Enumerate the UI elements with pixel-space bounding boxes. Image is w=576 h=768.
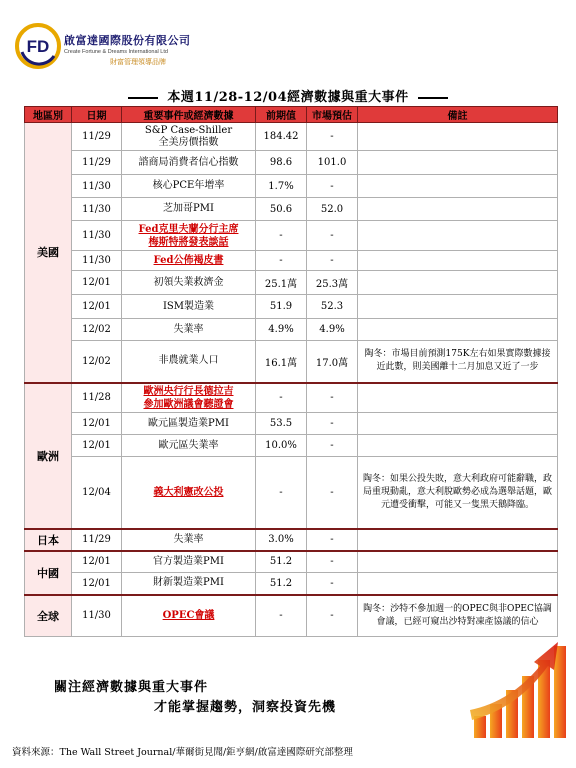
event-cell-highlight <box>122 383 256 413</box>
event-cell-highlight <box>122 221 256 251</box>
event-line: 歐洲央行行長德拉吉 <box>143 385 234 397</box>
previous-cell: - <box>256 221 307 251</box>
forecast-cell: 25.3萬 <box>307 271 358 295</box>
forecast-cell: - <box>307 251 358 271</box>
date-cell: 11/30 <box>72 198 122 221</box>
table-row <box>25 151 558 175</box>
previous-cell: 51.2 <box>256 551 307 573</box>
table-row <box>25 198 558 221</box>
region-cell-global: 全球 <box>25 595 72 637</box>
event-line: 梅斯特將發表談話 <box>148 236 229 248</box>
region-cell-china: 中國 <box>25 551 72 595</box>
previous-cell: - <box>256 457 307 529</box>
col-header-region: 地區別 <box>25 107 72 123</box>
col-header-forecast: 市場預估 <box>307 107 358 123</box>
forecast-cell: 101.0 <box>307 151 358 175</box>
forecast-cell: - <box>307 383 358 413</box>
note-cell <box>358 271 558 295</box>
event-line: S&P Case-Shiller <box>144 124 233 136</box>
region-cell-us: 美國 <box>25 123 72 383</box>
forecast-cell: 4.9% <box>307 319 358 341</box>
date-cell: 11/30 <box>72 251 122 271</box>
date-cell: 12/02 <box>72 319 122 341</box>
forecast-cell: - <box>307 221 358 251</box>
company-logo <box>14 22 214 72</box>
note-cell <box>358 319 558 341</box>
slogan-line-2: 才能掌握趨勢，洞察投資先機 <box>154 700 337 715</box>
event-cell: 非農就業人口 <box>122 341 256 383</box>
events-table <box>24 106 558 637</box>
event-cell: 初領失業救濟金 <box>122 271 256 295</box>
previous-cell: 184.42 <box>256 123 307 151</box>
forecast-cell: - <box>307 123 358 151</box>
note-cell: 陶冬：市場目前預測175K左右如果實際數據接近此數，則美國離十二月加息又近了一步 <box>358 341 558 383</box>
date-cell: 12/01 <box>72 573 122 595</box>
date-cell: 12/04 <box>72 457 122 529</box>
region-cell-japan: 日本 <box>25 529 72 551</box>
forecast-cell: 52.3 <box>307 295 358 319</box>
forecast-cell: - <box>307 529 358 551</box>
date-cell: 12/02 <box>72 341 122 383</box>
previous-cell: 50.6 <box>256 198 307 221</box>
previous-cell: 4.9% <box>256 319 307 341</box>
table-row <box>25 251 558 271</box>
event-cell-highlight: Fed公佈褐皮書 <box>122 251 256 271</box>
note-cell <box>358 551 558 573</box>
note-cell: 陶冬：沙特不參加週一的OPEC與非OPEC協調會議，已經可窺出沙特對凍產協議的信心 <box>358 595 558 637</box>
forecast-cell: - <box>307 573 358 595</box>
col-header-previous: 前期值 <box>256 107 307 123</box>
table-row <box>25 435 558 457</box>
note-cell <box>358 413 558 435</box>
forecast-cell: - <box>307 595 358 637</box>
date-cell: 12/01 <box>72 413 122 435</box>
forecast-cell: - <box>307 175 358 198</box>
event-cell: 歐元區失業率 <box>122 435 256 457</box>
table-row <box>25 413 558 435</box>
event-cell-highlight: OPEC會議 <box>122 595 256 637</box>
previous-cell: 98.6 <box>256 151 307 175</box>
event-cell: 核心PCE年增率 <box>122 175 256 198</box>
source-note: 資料來源：The Wall Street Journal/華爾街見聞/鉅亨網/啟富達國際研究部整理 <box>12 747 353 758</box>
date-cell: 11/30 <box>72 221 122 251</box>
note-cell <box>358 573 558 595</box>
table-row <box>25 573 558 595</box>
previous-cell: 51.9 <box>256 295 307 319</box>
forecast-cell: 52.0 <box>307 198 358 221</box>
table-row <box>25 175 558 198</box>
col-header-date: 日期 <box>72 107 122 123</box>
forecast-cell: - <box>307 413 358 435</box>
event-cell: 失業率 <box>122 529 256 551</box>
company-name-en: Create Fortune & Dreams International Ltd <box>64 49 168 55</box>
note-cell <box>358 383 558 413</box>
previous-cell: 3.0% <box>256 529 307 551</box>
note-cell <box>358 198 558 221</box>
date-cell: 12/01 <box>72 435 122 457</box>
table-row <box>25 271 558 295</box>
date-cell: 12/01 <box>72 271 122 295</box>
table-row <box>25 383 558 413</box>
table-row <box>25 123 558 151</box>
event-cell: 官方製造業PMI <box>122 551 256 573</box>
forecast-cell: - <box>307 551 358 573</box>
previous-cell: 10.0% <box>256 435 307 457</box>
title-left-rule <box>128 97 158 99</box>
date-cell: 11/29 <box>72 123 122 151</box>
forecast-cell: - <box>307 435 358 457</box>
event-cell: 失業率 <box>122 319 256 341</box>
previous-cell: - <box>256 383 307 413</box>
note-cell <box>358 529 558 551</box>
note-cell <box>358 435 558 457</box>
slogan-line-1: 關注經濟數據與重大事件 <box>54 680 209 695</box>
date-cell: 11/30 <box>72 595 122 637</box>
event-cell: 財新製造業PMI <box>122 573 256 595</box>
table-row <box>25 319 558 341</box>
previous-cell: 25.1萬 <box>256 271 307 295</box>
date-cell: 12/01 <box>72 295 122 319</box>
note-cell <box>358 123 558 151</box>
region-cell-europe: 歐洲 <box>25 383 72 529</box>
previous-cell: - <box>256 251 307 271</box>
date-cell: 11/28 <box>72 383 122 413</box>
table-row <box>25 595 558 637</box>
col-header-event: 重要事件或經濟數據 <box>122 107 256 123</box>
brand-tagline: 財富管理領導品牌 <box>110 58 166 66</box>
rising-bars-icon <box>470 632 570 740</box>
event-cell-highlight: 義大利憲改公投 <box>122 457 256 529</box>
event-cell: 芝加哥PMI <box>122 198 256 221</box>
table-row <box>25 341 558 383</box>
previous-cell: 1.7% <box>256 175 307 198</box>
previous-cell: 53.5 <box>256 413 307 435</box>
note-cell <box>358 151 558 175</box>
note-cell <box>358 251 558 271</box>
table-row <box>25 221 558 251</box>
note-cell <box>358 221 558 251</box>
note-cell <box>358 175 558 198</box>
event-cell: ISM製造業 <box>122 295 256 319</box>
table-row <box>25 551 558 573</box>
note-cell <box>358 295 558 319</box>
table-header-row <box>25 107 558 123</box>
page-title <box>0 86 576 105</box>
title-right-rule <box>418 97 448 99</box>
logo-mark-icon <box>14 22 62 70</box>
note-cell: 陶冬：如果公投失敗，意大利政府可能辭職，政局重現動亂，意大利脫歐勢必成為選舉話題，歐元遭受衝擊，可能又一隻黑天鵝降臨。 <box>358 457 558 529</box>
table-row <box>25 529 558 551</box>
page-title-text: 本週11/28-12/04經濟數據與重大事件 <box>167 90 409 105</box>
event-line: 參加歐洲議會聽證會 <box>143 398 234 410</box>
col-header-note: 備註 <box>358 107 558 123</box>
date-cell: 11/29 <box>72 529 122 551</box>
previous-cell: - <box>256 595 307 637</box>
previous-cell: 51.2 <box>256 573 307 595</box>
event-line: 全美房價指數 <box>158 136 219 148</box>
date-cell: 11/29 <box>72 151 122 175</box>
previous-cell: 16.1萬 <box>256 341 307 383</box>
date-cell: 11/30 <box>72 175 122 198</box>
table-row <box>25 295 558 319</box>
forecast-cell: - <box>307 457 358 529</box>
event-cell <box>122 123 256 151</box>
forecast-cell: 17.0萬 <box>307 341 358 383</box>
event-cell: 歐元區製造業PMI <box>122 413 256 435</box>
logo-initials: FD <box>26 37 50 56</box>
event-line: Fed克里夫蘭分行主席 <box>138 223 239 235</box>
date-cell: 12/01 <box>72 551 122 573</box>
table-row <box>25 457 558 529</box>
event-cell: 諮商局消費者信心指數 <box>122 151 256 175</box>
company-name: 啟富達國際股份有限公司 <box>64 34 191 47</box>
